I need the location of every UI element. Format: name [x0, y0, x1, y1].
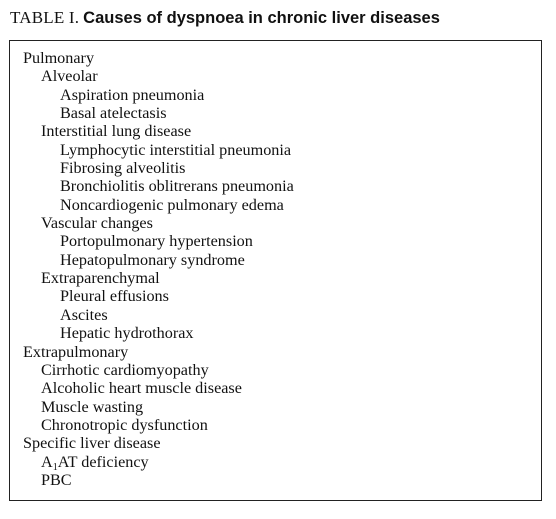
item-row: Pleural effusions [60, 287, 169, 306]
item-row: Hepatic hydrothorax [60, 324, 194, 343]
item-row: Bronchiolitis oblitrerans pneumonia [60, 177, 294, 196]
entry-list [10, 49, 541, 489]
subcategory-row: PBC [41, 470, 72, 489]
subcategory-row: Chronotropic dysfunction [41, 415, 208, 434]
table-frame [9, 40, 542, 501]
subcategory-row: Interstitial lung disease [41, 122, 192, 141]
category-row: Extrapulmonary [23, 342, 129, 361]
subcategory-row: Cirrhotic cardiomyopathy [41, 360, 209, 379]
item-row: Fibrosing alveolitis [60, 159, 186, 178]
entry-text-part: A [41, 452, 53, 471]
item-row: Basal atelectasis [60, 104, 167, 123]
item-row: Aspiration pneumonia [60, 85, 205, 104]
subcategory-row: Alcoholic heart muscle disease [41, 379, 242, 398]
table-caption [10, 8, 440, 29]
item-row: Portopulmonary hypertension [60, 232, 253, 251]
item-row: Lymphocytic interstitial pneumonia [60, 140, 292, 159]
subcategory-row: Extraparenchymal [41, 269, 160, 288]
table-number: TABLE I. [10, 8, 80, 27]
entry-text-part: AT deficiency [57, 452, 149, 471]
item-row: Noncardiogenic pulmonary edema [60, 195, 284, 214]
subscript: 1 [52, 461, 58, 473]
category-row: Specific liver disease [23, 434, 161, 453]
subcategory-row: Muscle wasting [41, 397, 144, 416]
subcategory-row: Alveolar [41, 67, 98, 86]
category-row: Pulmonary [23, 49, 95, 67]
table-title: Causes of dyspnoea in chronic liver diseases [83, 9, 440, 27]
subcategory-row [10, 453, 541, 471]
item-row: Ascites [60, 305, 108, 324]
item-row: Hepatopulmonary syndrome [60, 250, 245, 269]
subcategory-row: Vascular changes [41, 214, 153, 233]
